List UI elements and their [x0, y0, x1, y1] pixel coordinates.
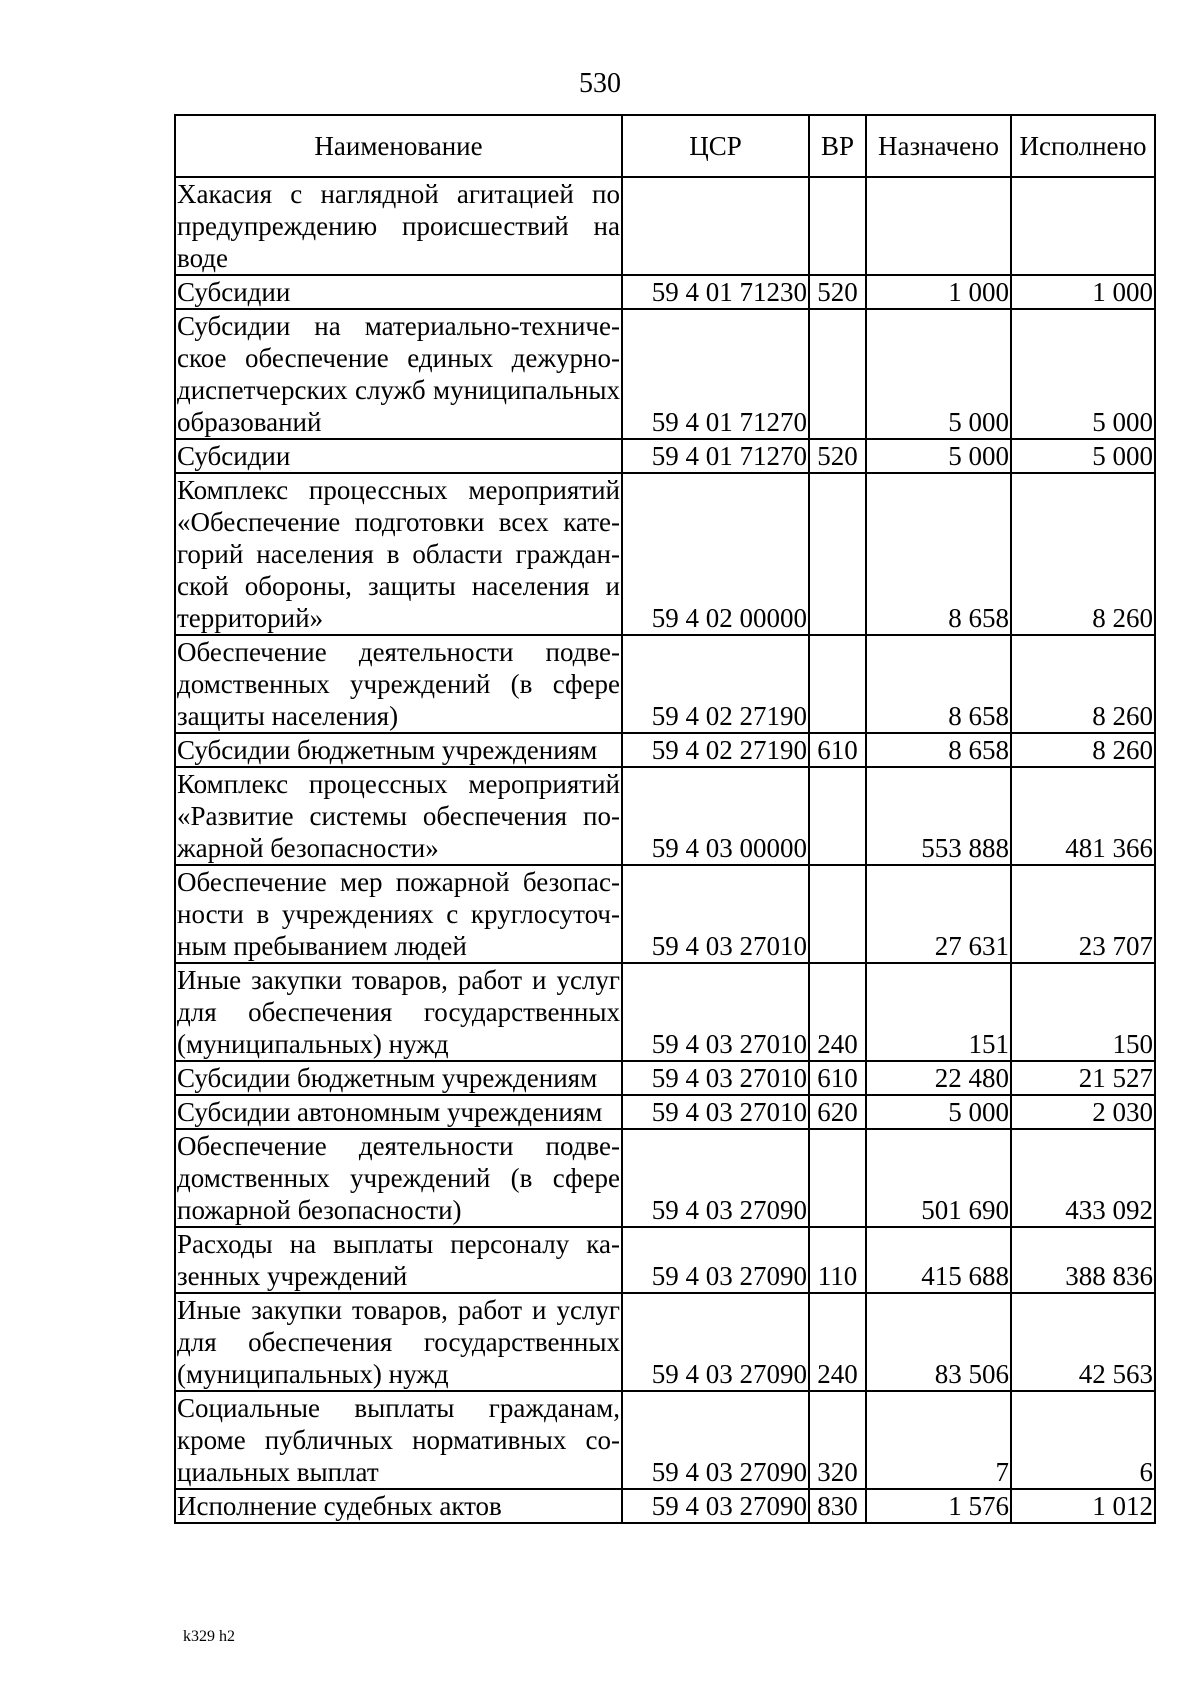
- cell-vr: 610: [809, 1061, 866, 1095]
- cell-csr: 59 4 02 27190: [622, 733, 809, 767]
- table-row: [175, 275, 1155, 309]
- cell-vr: 320: [809, 1391, 866, 1489]
- cell-csr: 59 4 03 00000: [622, 767, 809, 865]
- cell-vr: [809, 865, 866, 963]
- table-row: [175, 1293, 1155, 1391]
- cell-csr: 59 4 03 27010: [622, 1061, 809, 1095]
- cell-vr: 110: [809, 1227, 866, 1293]
- table-body: [175, 177, 1155, 1523]
- cell-vr: 620: [809, 1095, 866, 1129]
- cell-name: Комплекс процессных мероприятий «Развитие системы обеспечения пожарной безопасности»: [177, 769, 620, 863]
- cell-planned: 1 576: [866, 1489, 1011, 1523]
- header-name: Наименование: [175, 115, 622, 177]
- cell-name: Субсидии автономным учреждениям: [175, 1095, 622, 1129]
- cell-name: Социальные выплаты гражданам, кроме публичных нормативных социальных выплат: [177, 1393, 620, 1487]
- cell-vr: 240: [809, 963, 866, 1061]
- cell-vr: 240: [809, 1293, 866, 1391]
- cell-csr: 59 4 02 00000: [622, 473, 809, 635]
- cell-name: Исполнение судебных актов: [175, 1489, 622, 1523]
- table-row: [175, 865, 1155, 963]
- cell-executed: 2 030: [1011, 1095, 1155, 1129]
- cell-csr: 59 4 02 27190: [622, 635, 809, 733]
- cell-executed: [1011, 177, 1155, 275]
- cell-csr: 59 4 01 71230: [622, 275, 809, 309]
- budget-table: [174, 114, 1156, 1524]
- table-row: [175, 177, 1155, 275]
- cell-executed: 1 012: [1011, 1489, 1155, 1523]
- cell-planned: [866, 177, 1011, 275]
- header-vr: ВР: [809, 115, 866, 177]
- page-number: 530: [579, 68, 621, 99]
- header-executed: Исполнено: [1011, 115, 1155, 177]
- cell-executed: 42 563: [1011, 1293, 1155, 1391]
- cell-name: Обеспечение мер пожарной безопасности в учреждениях с круглосуточным пребыванием людей: [177, 867, 620, 961]
- cell-name: Субсидии бюджетным учреждениям: [175, 1061, 622, 1095]
- cell-csr: 59 4 03 27090: [622, 1391, 809, 1489]
- cell-executed: 433 092: [1011, 1129, 1155, 1227]
- cell-vr: [809, 473, 866, 635]
- cell-csr: 59 4 03 27010: [622, 865, 809, 963]
- header-csr: ЦСР: [622, 115, 809, 177]
- cell-csr: 59 4 03 27010: [622, 963, 809, 1061]
- cell-vr: 610: [809, 733, 866, 767]
- table-row: [175, 473, 1155, 635]
- cell-csr: 59 4 01 71270: [622, 309, 809, 439]
- table-row: [175, 309, 1155, 439]
- table-row: [175, 767, 1155, 865]
- footer-code: k329 h2: [183, 1628, 235, 1645]
- cell-csr: 59 4 01 71270: [622, 439, 809, 473]
- cell-planned: 8 658: [866, 733, 1011, 767]
- cell-planned: 83 506: [866, 1293, 1011, 1391]
- cell-executed: 388 836: [1011, 1227, 1155, 1293]
- cell-planned: 415 688: [866, 1227, 1011, 1293]
- cell-planned: 22 480: [866, 1061, 1011, 1095]
- table-row: [175, 1391, 1155, 1489]
- cell-executed: 8 260: [1011, 733, 1155, 767]
- cell-executed: 481 366: [1011, 767, 1155, 865]
- table-row: [175, 1129, 1155, 1227]
- cell-name: Иные закупки товаров, работ и услуг для обеспечения государственных (муниципальных) нужд: [177, 1295, 620, 1389]
- cell-vr: [809, 309, 866, 439]
- header-planned: Назначено: [866, 115, 1011, 177]
- table-row: [175, 1489, 1155, 1523]
- cell-vr: [809, 1129, 866, 1227]
- cell-csr: 59 4 03 27090: [622, 1293, 809, 1391]
- cell-name: Субсидии: [175, 439, 622, 473]
- cell-name: Комплекс процессных мероприятий «Обеспечение подготовки всех категорий населения в области гражданской обороны, защиты населения и территорий»: [177, 475, 620, 633]
- cell-name: Иные закупки товаров, работ и услуг для обеспечения государственных (муниципальных) нужд: [177, 965, 620, 1059]
- table-row: [175, 1061, 1155, 1095]
- cell-vr: [809, 767, 866, 865]
- cell-executed: 6: [1011, 1391, 1155, 1489]
- cell-planned: 5 000: [866, 1095, 1011, 1129]
- cell-executed: 5 000: [1011, 439, 1155, 473]
- cell-name: Расходы на выплаты персоналу казенных учреждений: [177, 1229, 620, 1291]
- cell-csr: 59 4 03 27010: [622, 1095, 809, 1129]
- cell-executed: 8 260: [1011, 473, 1155, 635]
- cell-executed: 5 000: [1011, 309, 1155, 439]
- cell-vr: 520: [809, 439, 866, 473]
- cell-executed: 150: [1011, 963, 1155, 1061]
- cell-planned: 5 000: [866, 439, 1011, 473]
- table-header-row: [175, 115, 1155, 177]
- cell-csr: [622, 177, 809, 275]
- cell-executed: 21 527: [1011, 1061, 1155, 1095]
- table-row: [175, 1227, 1155, 1293]
- cell-csr: 59 4 03 27090: [622, 1129, 809, 1227]
- cell-name: Хакасия с наглядной агитацией по предупреждению происшествий на воде: [177, 179, 620, 273]
- table-row: [175, 1095, 1155, 1129]
- cell-vr: [809, 635, 866, 733]
- cell-name: Субсидии: [175, 275, 622, 309]
- cell-planned: 501 690: [866, 1129, 1011, 1227]
- table-row: [175, 733, 1155, 767]
- cell-name: Субсидии бюджетным учреждениям: [175, 733, 622, 767]
- cell-vr: 520: [809, 275, 866, 309]
- cell-planned: 8 658: [866, 473, 1011, 635]
- cell-csr: 59 4 03 27090: [622, 1489, 809, 1523]
- cell-vr: 830: [809, 1489, 866, 1523]
- cell-name: Обеспечение деятельности подведомственных учреждений (в сфере защиты населения): [177, 637, 620, 731]
- table-row: [175, 635, 1155, 733]
- cell-planned: 27 631: [866, 865, 1011, 963]
- cell-name: Обеспечение деятельности подведомственных учреждений (в сфере пожарной безопасности): [177, 1131, 620, 1225]
- cell-vr: [809, 177, 866, 275]
- cell-planned: 5 000: [866, 309, 1011, 439]
- cell-executed: 23 707: [1011, 865, 1155, 963]
- cell-name: Субсидии на материально-техническое обеспечение единых дежурно-диспетчерских служб муниципальных образований: [177, 311, 620, 437]
- table-row: [175, 439, 1155, 473]
- cell-csr: 59 4 03 27090: [622, 1227, 809, 1293]
- cell-planned: 151: [866, 963, 1011, 1061]
- cell-planned: 8 658: [866, 635, 1011, 733]
- cell-executed: 8 260: [1011, 635, 1155, 733]
- cell-planned: 553 888: [866, 767, 1011, 865]
- table-row: [175, 963, 1155, 1061]
- cell-planned: 1 000: [866, 275, 1011, 309]
- cell-executed: 1 000: [1011, 275, 1155, 309]
- cell-planned: 7: [866, 1391, 1011, 1489]
